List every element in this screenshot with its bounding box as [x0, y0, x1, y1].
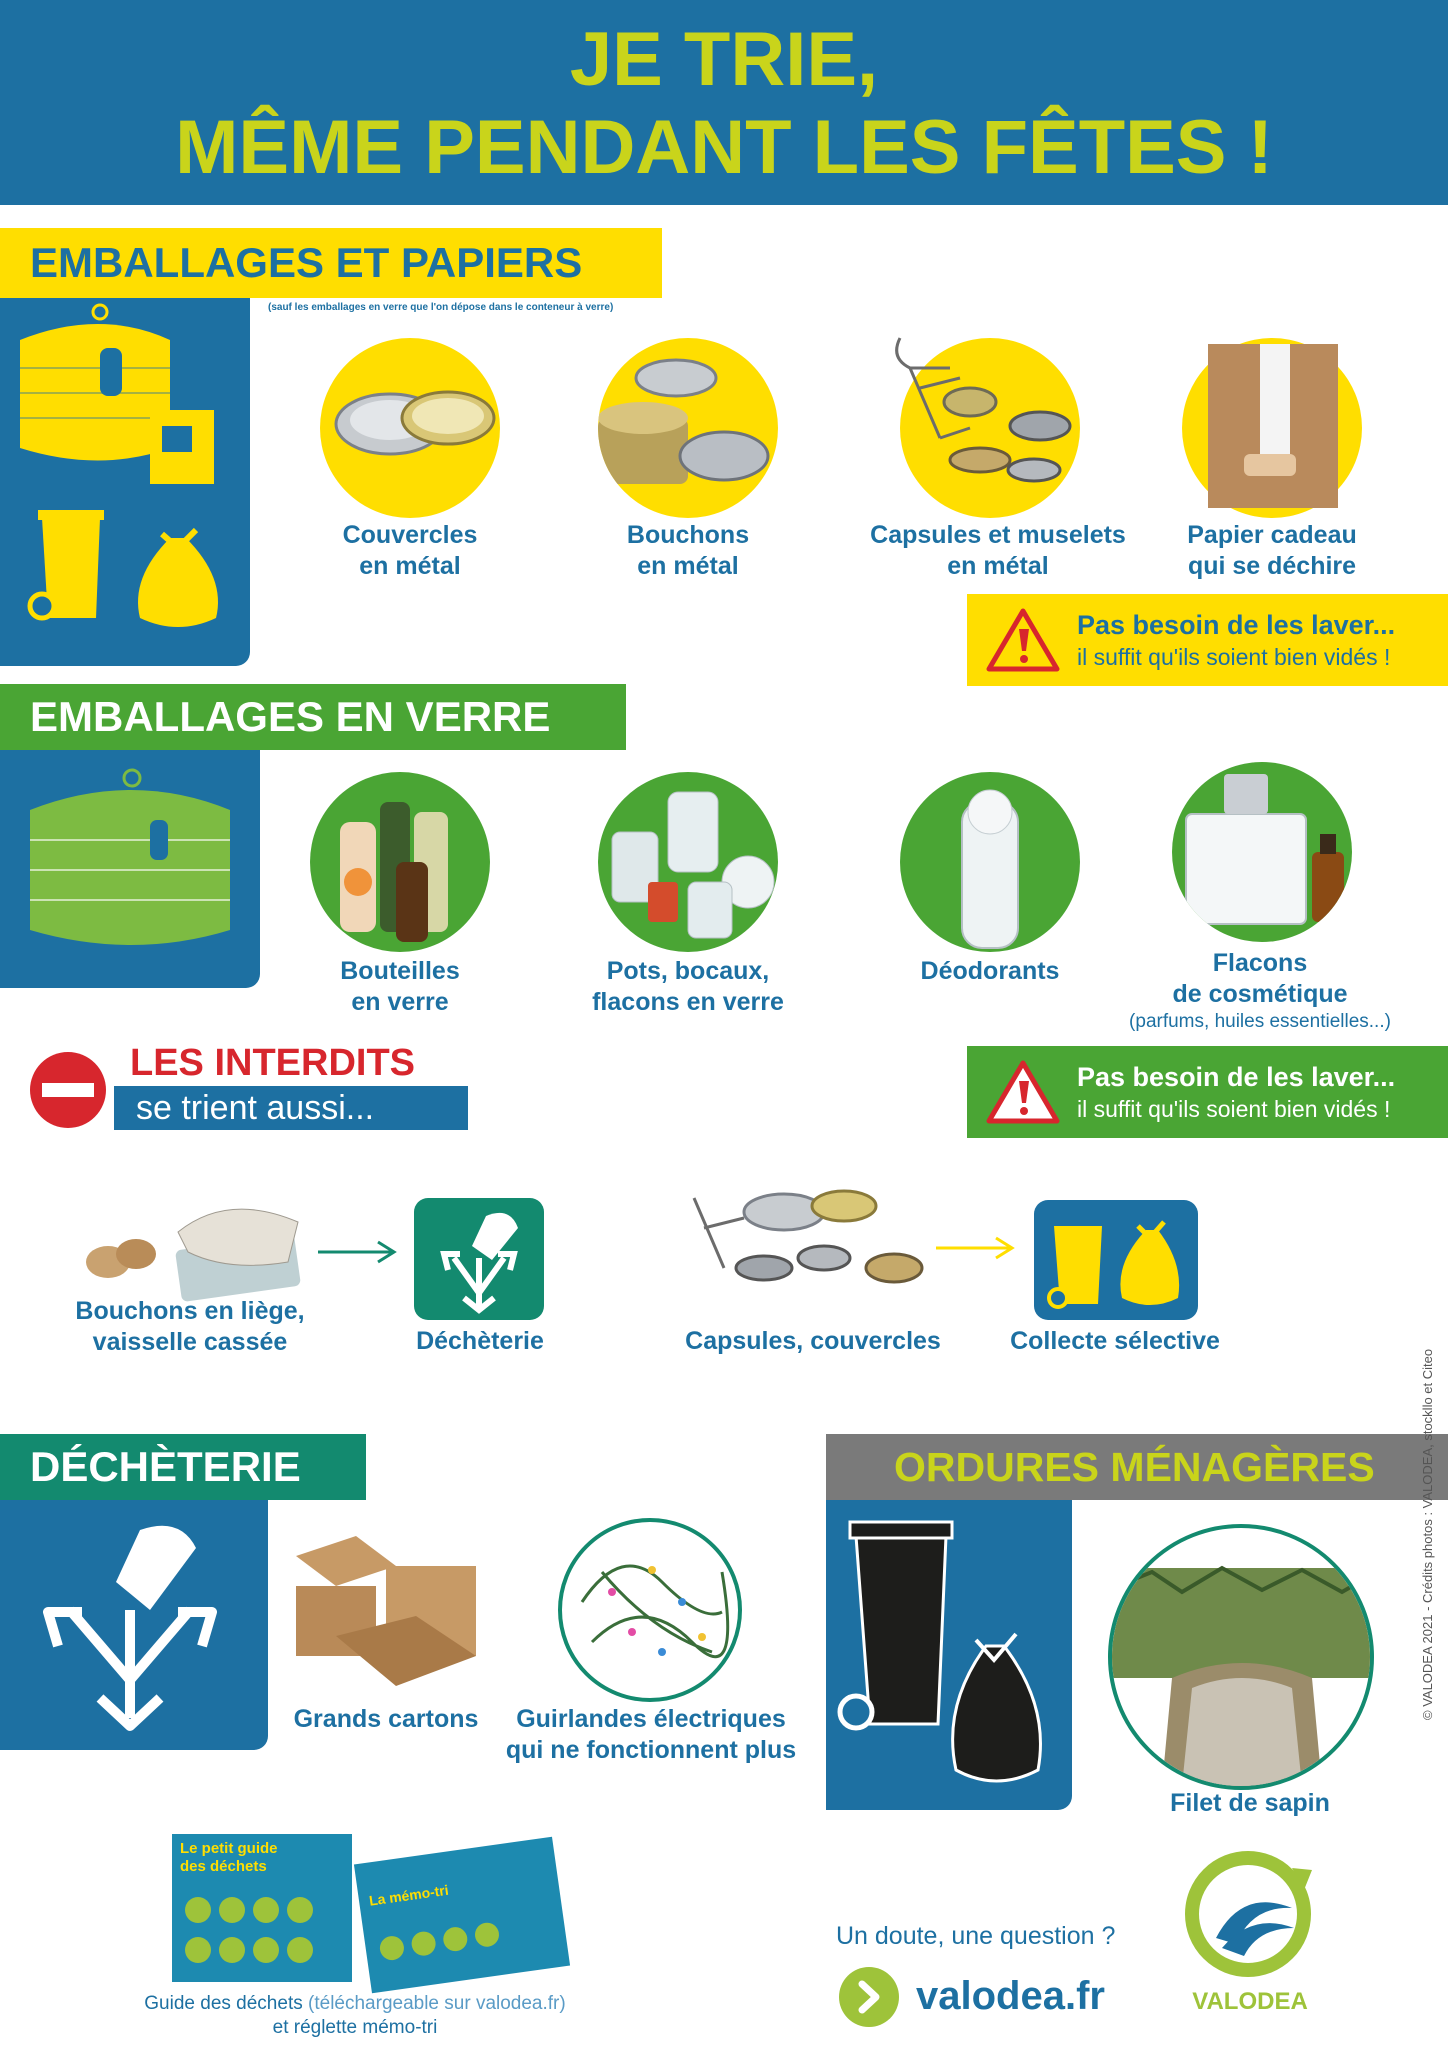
yellow-container-icon: [0, 298, 250, 666]
pots-photo: [598, 772, 778, 952]
tip-box-verre: [967, 1046, 1448, 1138]
section-title-emballages-verre: EMBALLAGES EN VERRE: [0, 684, 626, 750]
yellow-bin-bag-icon: [1034, 1200, 1198, 1320]
arrow-right-icon-yellow: [934, 1236, 1018, 1260]
decheterie-large-icon: [0, 1500, 268, 1750]
warning-icon: [985, 607, 1061, 673]
muselet-wire-icon: [880, 328, 990, 478]
decheterie-icon: [414, 1198, 544, 1320]
item-couvercles-label: Couvercles en métal: [342, 521, 478, 580]
item-filet-sapin-label: Filet de sapin: [1170, 1789, 1330, 1817]
capsules-couvercles-photo: [684, 1178, 934, 1308]
flow2-source-label: Capsules, couvercles: [685, 1327, 941, 1355]
black-bin-bag-icon: [826, 1500, 1072, 1810]
page-title-line2: MÊME PENDANT LES FÊTES !: [175, 105, 1273, 190]
bouchons-photo: [598, 338, 778, 518]
tip-text: il suffit qu'ils soient bien vidés !: [1077, 644, 1391, 670]
booklet-subtitle: des déchets: [180, 1858, 267, 1875]
glass-container-icon: [0, 750, 260, 988]
valodea-logo: [1182, 1848, 1318, 1978]
flow2-destination-label: Collecte sélective: [1010, 1327, 1220, 1355]
ordures-panel: [826, 1500, 1072, 1810]
tip-title-verre: Pas besoin de les laver...: [1077, 1062, 1396, 1092]
couvercles-photo: [320, 338, 500, 518]
memo-tri-booklet: [354, 1837, 570, 1994]
section-title-emballages-papiers: EMBALLAGES ET PAPIERS: [0, 228, 662, 298]
photo-credits: © VALODEA 2021 - Crédits photos : VALODEA, stockllo et Citeo: [1420, 1348, 1435, 1720]
flow1-source-label: Bouchons en liège, vaisselle cassée: [75, 1297, 305, 1356]
item-flacons-label: Flacons de cosmétique (parfums, huiles essentielles...): [1110, 948, 1410, 1034]
section-note: (sauf les emballages en verre que l'on dépose dans le conteneur à verre): [268, 302, 614, 313]
deodorant-photo: [900, 772, 1080, 952]
yellow-bin-icon: [30, 510, 104, 618]
yellow-bin-panel: [0, 298, 250, 666]
flow1-destination-label: Déchèterie: [416, 1327, 544, 1355]
item-guirlandes-label: Guirlandes électriques qui ne fonctionnent plus: [505, 1705, 797, 1764]
item-bouteilles-label: Bouteilles en verre: [340, 957, 460, 1016]
valodea-logo-text: VALODEA: [1192, 1988, 1308, 2015]
decheterie-badge: [414, 1198, 544, 1320]
decheterie-panel: [0, 1500, 268, 1750]
flacons-photo: [1172, 762, 1352, 942]
interdits-title: LES INTERDITS: [130, 1042, 416, 1084]
gift-box-photo: [1208, 344, 1338, 508]
guirlandes-photo: [558, 1518, 742, 1702]
interdits-subtitle: se trient aussi...: [114, 1086, 468, 1130]
arrow-right-icon: [316, 1240, 400, 1264]
tip-title: Pas besoin de les laver...: [1077, 610, 1396, 640]
guide-dechets-booklet: [172, 1834, 352, 1982]
memo-tri-title: La mémo-tri: [368, 1881, 450, 1909]
item-pots-label: Pots, bocaux, flacons en verre: [592, 957, 784, 1016]
question-text: Un doute, une question ?: [836, 1922, 1116, 1950]
tip-text-verre: il suffit qu'ils soient bien vidés !: [1077, 1096, 1391, 1122]
liege-vaisselle-photo: [78, 1192, 318, 1302]
page-title-line1: JE TRIE,: [569, 17, 879, 102]
warning-icon-verre: [985, 1059, 1061, 1125]
section-title-ordures: ORDURES MÉNAGÈRES: [826, 1434, 1448, 1500]
guide-caption: Guide des déchets (téléchargeable sur valodea.fr) et réglette mémo-tri: [144, 1993, 566, 2038]
item-grands-cartons-label: Grands cartons: [293, 1705, 479, 1733]
item-papier-cadeau-label: Papier cadeau qui se déchire: [1187, 521, 1357, 580]
arrow-circle-icon[interactable]: [838, 1966, 900, 2028]
filet-sapin-photo: [1108, 1524, 1374, 1790]
glass-container-panel: [0, 750, 260, 988]
item-bouchons-label: Bouchons en métal: [626, 521, 750, 580]
section-title-decheterie: DÉCHÈTERIE: [0, 1434, 366, 1500]
yellow-bag-icon: [138, 530, 218, 627]
no-entry-icon: [28, 1050, 108, 1130]
website-link[interactable]: valodea.fr: [916, 1974, 1105, 2018]
item-deodorants-label: Déodorants: [920, 957, 1060, 985]
tip-box-papiers: [967, 594, 1448, 686]
bouteilles-photo: [310, 772, 490, 952]
item-flacons-sublabel: (parfums, huiles essentielles...): [1129, 1011, 1391, 1032]
collecte-badge: [1034, 1200, 1198, 1320]
item-capsules-label: Capsules et muselets en métal: [870, 521, 1126, 580]
cartons-photo: [276, 1516, 496, 1696]
booklet-title: Le petit guide: [180, 1840, 278, 1857]
